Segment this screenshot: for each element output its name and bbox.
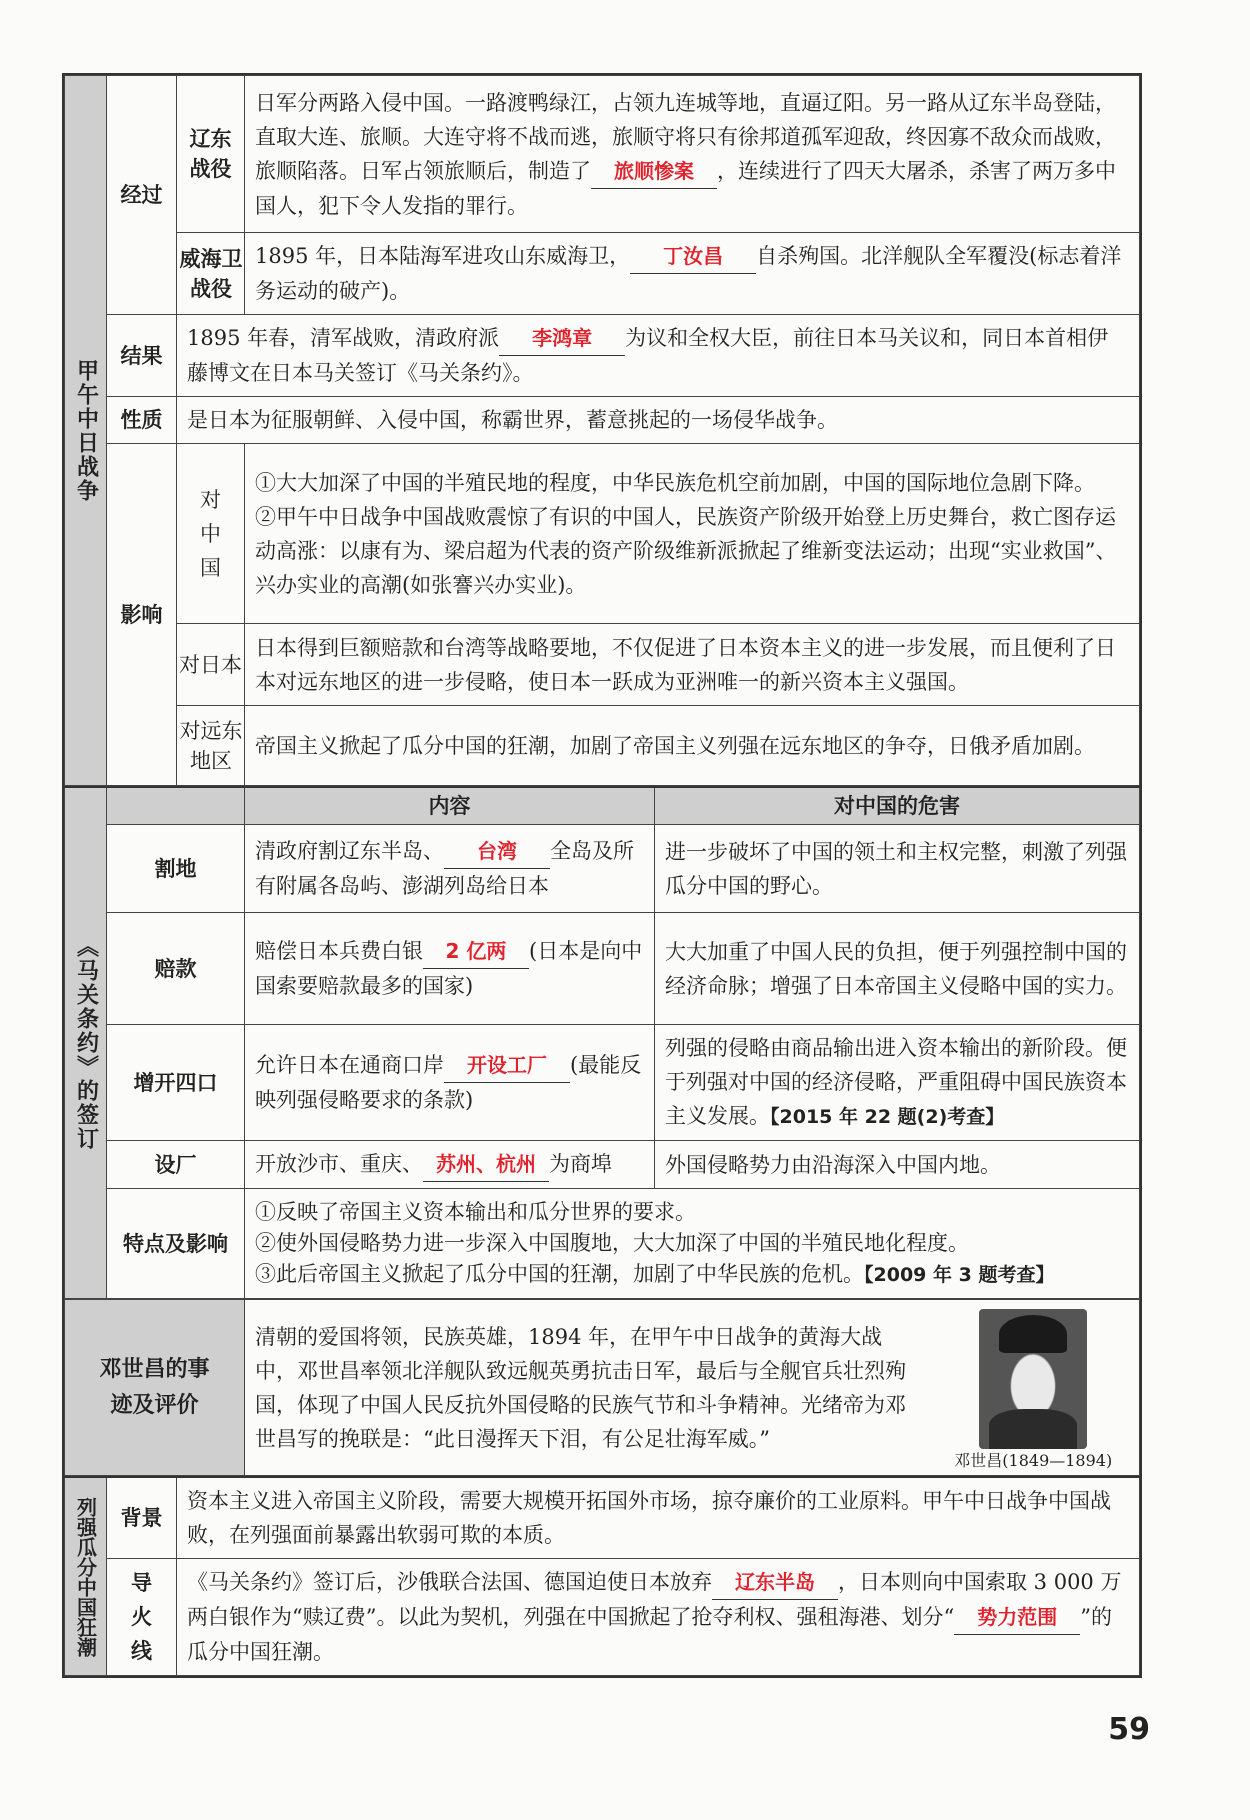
cede-blank: 台湾 [444,834,550,869]
partition-side-title: 列强瓜分中国狂潮 [65,1477,107,1676]
war-section [64,75,1140,786]
col-content-header: 内容 [245,787,655,825]
cede-label: 割地 [107,825,245,913]
deng-text: 清朝的爱国将领，民族英雄，1894 年，在甲午中日战争的黄海大战中，邓世昌率领北洋舰队致远舰英勇抗击日军，最后与全舰官兵壮烈殉国，体现了中国人民反抗外国侵略的民族气节和斗争精神。光绪帝为邓世昌写的挽联是：“此日漫挥天下泪，有公足壮海军威。” [245,1300,928,1476]
indemnity-label: 赔款 [107,913,245,1025]
factory-blank: 苏州、杭州 [423,1147,549,1182]
war-side-title: 甲午中日战争 [65,76,107,786]
features-label: 特点及影响 [107,1189,245,1299]
ports-blank: 开设工厂 [444,1048,570,1083]
fuse-text: 《马关条约》签订后，沙俄联合法国、德国迫使日本放弃 辽东半岛 ，日本则向中国索取 3 000 万两白银作为“赎辽费”。以此为契机，列强在中国掀起了抢夺利权、强租海港、划分“ 势力范围 ”的瓜分中国狂潮。 [177,1559,1140,1676]
deng-caption: 邓世昌(1849—1894) [954,1450,1113,1470]
result-label: 结果 [107,315,177,397]
treaty-header-blank [107,787,245,825]
page-number: 59 [1108,1712,1150,1747]
weihaiwei-text: 1895 年，日本陆海军进攻山东威海卫， 丁汝昌 自杀殉国。北洋舰队全军覆没(标志着洋务运动的破产)。 [245,233,1140,315]
result-text: 1895 年春，清军战败，清政府派 李鸿章 为议和全权大臣，前往日本马关议和，同日本首相伊藤博文在日本马关签订《马关条约》。 [177,315,1140,397]
fuse-label: 导火线 [107,1559,177,1676]
impact-label: 影响 [107,444,177,786]
deng-photo-cell [928,1300,1140,1476]
to-china-label: 对中国 [177,444,245,624]
cede-harm: 进一步破坏了中国的领土和主权完整，刺激了列强瓜分中国的野心。 [655,825,1140,913]
treaty-side-title: 《马关条约》的签订 [65,787,107,1299]
factory-label: 设厂 [107,1141,245,1189]
col-harm-header: 对中国的危害 [655,787,1140,825]
to-japan-text: 日本得到巨额赔款和台湾等战略要地，不仅促进了日本资本主义的进一步发展，而且便利了日本对远东地区的进一步侵略，使日本一跃成为亚洲唯一的新兴资本主义强国。 [245,624,1140,706]
deng-section [64,1299,1140,1476]
course-label: 经过 [107,76,177,315]
to-china-text: ①大大加深了中国的半殖民地的程度，中华民族危机空前加剧，中国的国际地位急剧下降。 ②甲午中日战争中国战败震惊了有识的中国人，民族资产阶级开始登上历史舞台，救亡图存运动高涨：以康有为、梁启超为代表的资产阶级维新派掀起了维新变法运动；出现“实业救国”、兴办实业的高潮(如张謇兴办实业)。 [245,444,1140,624]
indemnity-blank: 2 亿两 [423,934,529,969]
partition-section [64,1476,1140,1676]
ports-text: 允许日本在通商口岸 开设工厂 (最能反映列强侵略要求的条款) [245,1025,655,1141]
cede-text: 清政府割辽东半岛、 台湾 全岛及所有附属各岛屿、澎湖列岛给日本 [245,825,655,913]
deng-portrait-image [979,1309,1087,1449]
result-blank: 李鸿章 [499,321,625,356]
nature-text: 是日本为征服朝鲜、入侵中国，称霸世界，蓄意挑起的一场侵华战争。 [177,397,1140,444]
indemnity-text: 赔偿日本兵费白银 2 亿两 (日本是向中国索要赔款最多的国家) [245,913,655,1025]
features-note: 【2009 年 3 题考查】 [864,1263,1055,1286]
to-fareast-label: 对远东地区 [177,706,245,786]
to-japan-label: 对日本 [177,624,245,706]
ports-harm: 列强的侵略由商品输出进入资本输出的新阶段。便于列强对中国的经济侵略，严重阻碍中国民族资本主义发展。【2015 年 22 题(2)考查】 [655,1025,1140,1141]
weihaiwei-label: 威海卫战役 [177,233,245,315]
fuse-blank-1: 辽东半岛 [712,1565,838,1600]
liaodong-text: 日军分两路入侵中国。一路渡鸭绿江，占领九连城等地，直逼辽阳。另一路从辽东半岛登陆，直取大连、旅顺。大连守将不战而逃，旅顺守将只有徐邦道孤军迎敌，终因寡不敌众而战败，旅顺陷落。日军占领旅顺后，制造了 旅顺惨案 ，连续进行了四天大屠杀，杀害了两万多中国人，犯下令人发指的罪行。 [245,76,1140,233]
ports-note: 【2015 年 22 题(2)考查】 [770,1106,1005,1128]
knowledge-table [62,73,1142,1678]
liaodong-blank: 旅顺惨案 [591,154,717,189]
nature-label: 性质 [107,397,177,444]
weihaiwei-blank: 丁汝昌 [630,239,756,274]
to-fareast-text: 帝国主义掀起了瓜分中国的狂潮，加剧了帝国主义列强在远东地区的争夺，日俄矛盾加剧。 [245,706,1140,786]
fuse-blank-2: 势力范围 [954,1600,1080,1635]
features-text: ①反映了帝国主义资本输出和瓜分世界的要求。 ②使外国侵略势力进一步深入中国腹地，大大加深了中国的半殖民地化程度。 ③此后帝国主义掀起了瓜分中国的狂潮，加剧了中华民族的危机。【2009 年 3 题考查】 [245,1189,1140,1299]
treaty-section [64,786,1140,1299]
ports-label: 增开四口 [107,1025,245,1141]
deng-label: 邓世昌的事迹及评价 [65,1300,245,1476]
factory-harm: 外国侵略势力由沿海深入中国内地。 [655,1141,1140,1189]
background-label: 背景 [107,1477,177,1559]
background-text: 资本主义进入帝国主义阶段，需要大规模开拓国外市场，掠夺廉价的工业原料。甲午中日战争中国战败，在列强面前暴露出软弱可欺的本质。 [177,1477,1140,1559]
factory-text: 开放沙市、重庆、 苏州、杭州 为商埠 [245,1141,655,1189]
indemnity-harm: 大大加重了中国人民的负担，便于列强控制中国的经济命脉；增强了日本帝国主义侵略中国的实力。 [655,913,1140,1025]
liaodong-label: 辽东战役 [177,76,245,233]
